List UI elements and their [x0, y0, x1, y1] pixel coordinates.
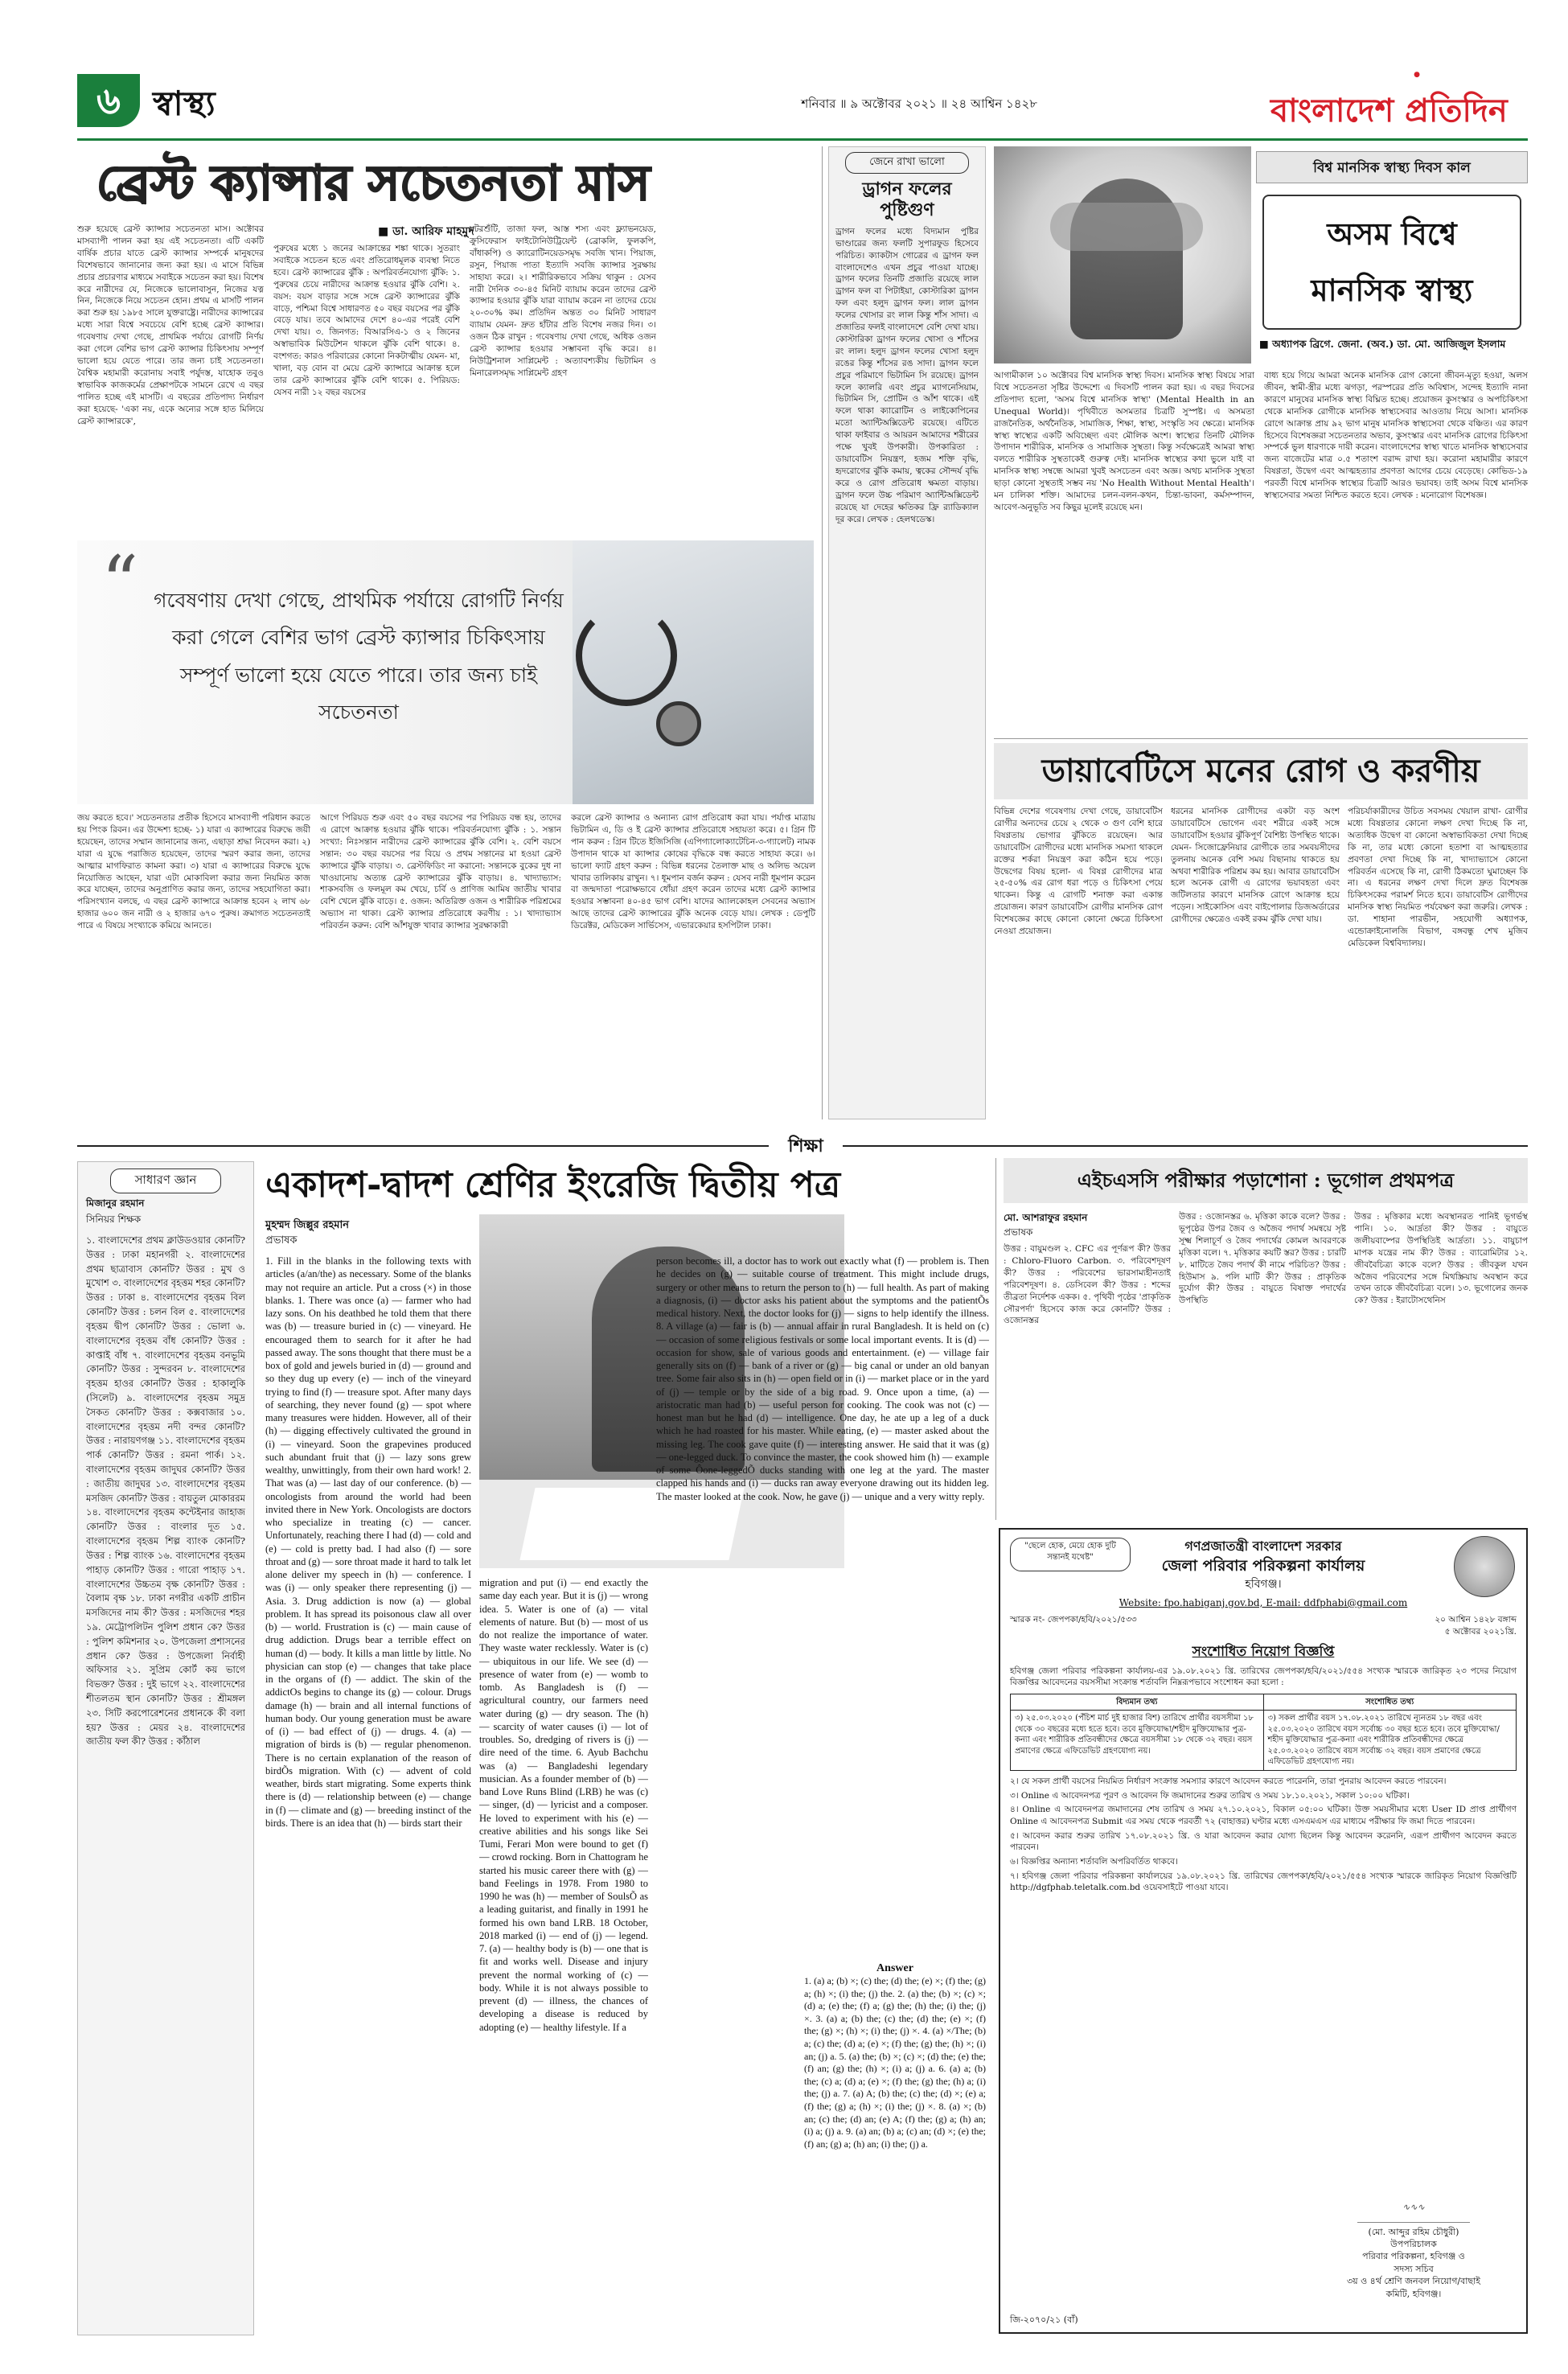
breast-headline: ব্রেস্ট ক্যান্সার সচেতনতা মাস — [96, 155, 651, 212]
mental-col2: বাধ্য হয়ে গিয়ে আমরা অনেক মানসিক রোগ কোনো জীবন-মৃত্যু হওয়া, অলস জীবন, স্বামী-স্ত্রীর মধ্যে ঝগড়া, পরস্পরের প্রতি অবিশ্বাস, সন্দেহ ইত্যাদি নানা কারণে মানুষের মানসিক স্বাস্থ্য বিঘ্নিত হচ্ছে। প্রয়োজন কুসংস্কার ও অপচিকিৎসা থেকে মানসিক রোগীকে মানসিক স্বাস্থ্যসেবার আওতায় নিয়ে আসা। মানসিক রোগে আক্রান্ত প্রায় ৯২ ভাগ মানুষ মানসিক স্বাস্থ্যসেবা থেকে বঞ্চিত। এর কারণ হিসেবে বিশেষজ্ঞরা সচেতনতার অভাব, কুসংস্কার এবং মানসিক রোগের চিকিৎসা সম্পর্কে ভুল ধারণাকে দায়ী করেন। বাংলাদেশের স্বাস্থ্য খাতে মানসিক স্বাস্থ্যসেবার জন্য বাজেটের মাত্র ০.৫ শতাংশ বরাদ্দ রাখা হয়। করোনা মহামারীর কারণে বিষণ্ণতা, উদ্বেগ এবং আত্মহত্যার প্রবণতা আগের চেয়ে বেড়েছে। কোভিড-১৯ পরবর্তী বিশ্বে মানসিক স্বাস্থ্যের চিত্রটি আরও ভয়াবহ। তাই অসম বিশ্বে মানসিক স্বাস্থ্যসেবার সমতা নিশ্চিত করতে হবে। লেখক : মনোরোগ বিশেষজ্ঞ। — [1264, 371, 1528, 501]
notice-table-row — [1011, 1711, 1517, 1771]
signatory-title5: কমিটি, হবিগঞ্জ। — [1385, 2288, 1442, 2299]
signatory-name: (মো. আব্দুর রহিম চৌধুরী) — [1368, 2226, 1459, 2237]
diabetes-col3: পরিচর্যাকারীদের উচিত সবসময় খেয়াল রাখা- রোগীর মধ্যে বিষণ্ণতার কোনো লক্ষণ দেখা দিচ্ছে কি না, অত্যধিক উদ্বেগ বা কোনো অস্বাভাবিকতা দেখা দিচ্ছে কি না, তার মধ্যে কোনো হতাশা বা আত্মহত্যার প্রবণতা দেখা দিচ্ছে কি না, খাদ্যাভ্যাসে কোনো পরিবর্তন এসেছে কি না, রোগী ঠিকমতো ঘুমাচ্ছেন কি না। এ ধরনের লক্ষণ দেখা দিলে দ্রুত বিশেষজ্ঞ চিকিৎসকের পরামর্শ নিতে হবে। ডায়াবেটিস রোগীদের মানসিক স্বাস্থ্য নিয়মিত পর্যবেক্ষণ করা জরুরি। লেখক : ডা. শাহানা পারভীন, সহযোগী অধ্যাপক, এন্ডোক্রাইনোলজি বিভাগ, বঙ্গবন্ধু শেখ মুজিব মেডিকেল বিশ্ববিদ্যালয়। — [1348, 807, 1528, 948]
breast-byline-text: ডা. আরিফ মাহমুদ — [392, 225, 474, 238]
mental-photo — [994, 146, 1251, 363]
answer-title: Answer — [876, 1962, 913, 1974]
notice-revised-text: ৩) সকল প্রার্থীর বয়স ১৭.০৮.২০২১ তারিখে ন্যূনতম ১৮ বছর এবং ২৫.০৩.২০২০ তারিখে বয়স সর্বোচ্চ ৩০ বছর হতে হবে। তবে মুক্তিযোদ্ধা/শহীদ মুক্তিযোদ্ধার পুত্র-কন্যা এবং শারীরিক প্রতিবন্ধীদের ক্ষেত্রে ২৫.০৩.২০২০ তারিখে বয়স সর্বোচ্চ ৩২ বছর। বয়স প্রমাণের ক্ষেত্রে এফিডেভিট গ্রহণযোগ্য নয়। — [1263, 1711, 1517, 1771]
newspaper-logo — [1270, 71, 1528, 135]
divider — [995, 1158, 996, 1520]
mental-kicker-bar — [1256, 151, 1528, 183]
gk-role: সিনিয়র শিক্ষক — [86, 1214, 142, 1225]
education-section-label: শিক্ষা — [788, 1136, 823, 1156]
breast-col2: পুরুষের মধ্যে ১ জনের আক্রান্তের শঙ্কা থাকে। সুতরাং সবাইকে সচেতন হতে এবং প্রতিরোধমূলক ব্যবস্থা নিতে হবে। ব্রেস্ট ক্যান্সারের ঝুঁকি : অপরিবর্তনযোগ্য ঝুঁকি: ১. পুরুষের চেয়ে নারীদের আক্রান্ত হওয়ার ঝুঁকি বেশি। ২. বয়স: বয়স বাড়ার সঙ্গে সঙ্গে ব্রেস্ট ক্যান্সারের ঝুঁকি বাড়ে, পশ্চিমা বিশ্বে সাধারণত ৫০ বছর বয়সের পর ঝুঁকি বেড়ে যায়। তবে আমাদের দেশে ৪০-এর পরেই বেশি দেখা যায়। ৩. জিনগত: বিআরসিএ-১ ও ২ জিনের অস্বাভাবিক মিউটেশন থাকলে ঝুঁকি বেশি থাকে। ৪. বংশগত: কারও পরিবারের কোনো নিকটাত্মীয় যেমন- মা, খালা, বড় বোন বা মেয়ে ব্রেস্ট ক্যান্সারে আক্রান্ত হলে তার ব্রেস্ট ক্যান্সারের ঝুঁকি বেশি থাকে। ৫. পিরিয়ড: যেসব নারী ১২ বছর বয়সের — [273, 244, 460, 397]
hands-on-head-shape — [1050, 203, 1203, 251]
english-col2: migration and put (i) — end exactly the same day each year. But it is (j) — wrong idea. 5. Water is one of (a) — vital elements of nature. But (b) — most of us do not realize the importance of water. They waste water recklessly. Water is (c) — ubiquitous in our life. We see (d) — presence of water from (e) — womb to tomb. As Bangladesh is (f) — agricultural country, our farmers need water during (g) — dry season. The (h) — scarcity of water causes (i) — lot of troubles. So, dredging of rivers is (j) — dire need of the time. 6. Ayub Bachchu was (a) — Bangladeshi legendary musician. As a founder member of (b) — band Love Runs Blind (LRB) he was (c) — singer, (d) — lyricist and a composer. He loved to experiment with his (e) — creative abilities and his songs like Sei Tumi, Ferari Mon were bound to get (f) — crowd rocking. Born in Chattogram he started his music career there with (g) — band Feelings in 1978. From 1980 to 1990 he was (h) — member of SoulsÕ as a leading guitarist, and finally in 1991 he formed his own band LRB. 18 October, 2018 marked (i) — end of (j) — legend. 7. (a) — healthy body is (b) — one that is fit and works well. Disease and injury prevent the normal working of (c) — body. While it is not always possible to prevent (d) — illness, the chances of developing a disease is reduced by adopting (e) — healthy lifestyle. If a — [479, 1577, 648, 2033]
notice-intro: হবিগঞ্জ জেলা পরিবার পরিকল্পনা কার্যালয়-এর ১৯.০৮.২০২১ খ্রি. তারিখের জেপপকা/হবি/২০২১/৫৫৪ সংখ্যক স্মারকে জারিকৃত ২৩ পদের নিয়োগ বিজ্ঞপ্তির আবেদনের বয়সসীমা সংক্রান্ত শর্তাবলি নিম্নরূপভাবে সংশোধন করা হলো : — [1010, 1665, 1517, 1688]
byline-bullet-icon: ■ — [1259, 338, 1273, 350]
breast-col5: আগে পিরিয়ড শুরু এবং ৫০ বছর বয়সের পর পিরিয়ড বন্ধ হয়, তাদের এ রোগে আক্রান্ত হওয়ার ঝুঁকি থাকে। পরিবর্তনযোগ্য ঝুঁকি : ১. সন্তান সংখ্যা: নিঃসন্তান নারীদের ব্রেস্ট ক্যান্সারের ঝুঁকি বেশি। ২. বেশি বয়সে সন্তান: ৩০ বছর বয়সের পর বিয়ে ও প্রথম সন্তানের মা হওয়া ব্রেস্ট ক্যান্সারে ঝুঁকি বাড়ায়। ৩. ব্রেস্টফিডিং না করানো: সন্তানকে বুকের দুধ না খাওয়ানোয় অত্যন্ত ব্রেস্ট ক্যান্সারের ঝুঁকি বাড়ায়। ৪. খাদ্যাভ্যাস: শাকসবজি ও ফলমূল কম খেয়ে, চর্বি ও প্রাণিজ আমিষ জাতীয় খাবার বেশি খেলে ঝুঁকি বাড়ে। ৫. ওজন: অতিরিক্ত ওজন ও শারীরিক পরিশ্রমের অভ্যাস না থাকা। ব্রেস্ট ক্যান্সার প্রতিরোধে করণীয় : ১। খাদ্যাভ্যাস পরিবর্তন করুন: বেশি আঁশযুক্ত খাবার ক্যান্সার সুরক্ষাকারী — [320, 813, 561, 931]
hsc-col2: উত্তর : ওজোনস্তর ৬. মৃত্তিকা কাকে বলে? উত্তর : ভূপৃষ্ঠের উপর জৈব ও অজৈব পদার্থ সমন্বয়ে সৃষ্ট সূক্ষ্ম শিলাচূর্ণ ও জৈব পদার্থের কোমল আবরণকে মৃত্তিকা বলে। ৭. মৃত্তিকার কয়টি স্তর? উত্তর : চারটি ৮. মাটিতে জৈব পদার্থ কী নামে পরিচিত? উত্তর : হিউমাস ৯. পলি মাটি কী? উত্তর : প্রাকৃতিক দুর্যোগ কী? উত্তর : বায়ুতে বিষাক্ত পদার্থের উপস্থিতি — [1179, 1212, 1346, 1306]
signature-scribble-icon: ∿∿∿ — [1357, 2201, 1470, 2223]
notice-para1: ২। যে সকল প্রার্থী বয়সের নিয়মিত নির্ধারণ সংক্রান্ত সমস্যার কারণে আবেদন করতে পারেননি, তারা পুনরায় আবেদন করতে পারবেন। — [1010, 1776, 1447, 1786]
dateline: শনিবার ॥ ৯ অক্টোবর ২০২১ ॥ ২৪ আশ্বিন ১৪২৮ — [801, 97, 1037, 111]
notice-para5: ৬। বিজ্ঞপ্তির অন্যান্য শর্তাবলি অপরিবর্তিত থাকবে। — [1010, 1857, 1178, 1867]
notice-ref: জি-২০৭০/২১ (বাঁ) — [1010, 2314, 1078, 2325]
logo-text: বাংলাদেশ প্রতিদিন — [1270, 92, 1508, 129]
hsc-role: প্রভাষক — [1004, 1226, 1033, 1238]
notice-date-bn: ২০ আশ্বিন ১৪২৮ বঙ্গাব্দ — [1435, 1615, 1517, 1625]
notice-table — [1010, 1694, 1517, 1771]
dragon-body: ড্রাগন ফলের মধ্যে বিদ্যমান পুষ্টির ভাণ্ডারের জন্য ফলটি সুপারফুড হিসেবে পরিচিত। ক্যাকটাস গোত্রের এ ড্রাগন ফল বাংলাদেশেও এখন প্রচুর পাওয়া যাচ্ছে। ড্রাগন ফলের তিনটি প্রজাতি রয়েছে লাল ড্রাগন ফল বা পিটাইয়া, কোস্টারিকা ড্রাগন ফল এবং হলুদ ড্রাগন ফল। লাল ড্রাগন ফলের খোসার রং লাল কিন্তু শাঁস সাদা। এ প্রজাতির ফলই বাংলাদেশে বেশি দেখা যায়। কোস্টারিকা ড্রাগন ফলের খোসা ও শাঁসের রং লাল। হলুদ ড্রাগন ফলের খোসা হলুদ রঙের কিন্তু শাঁসের রঙ সাদা। ড্রাগন ফলে প্রচুর পরিমাণে ভিটামিন সি রয়েছে। ড্রাগন ফলে ক্যালরি এবং প্রচুর ম্যাগনেসিয়াম, ভিটামিন সি, প্রোটিন ও আঁশ থাকে। এই ফলে থাকা ক্যারোটিন ও লাইকোপিনের মতো অ্যান্টিঅক্সিডেন্ট রয়েছে। এটিতে থাকা ফাইবার ও আয়রন আমাদের শরীরের পক্ষে খুবই উপকারী। উপকারিতা : ডায়াবেটিস নিয়ন্ত্রণ, হজম শক্তি বৃদ্ধি, হৃদরোগের ঝুঁকি কমায়, ত্বকের সৌন্দর্য বৃদ্ধি করে ও রোগ প্রতিরোধ ক্ষমতা বাড়ায়। ড্রাগন ফলে উচ্চ পরিমাণ অ্যান্টিঅক্সিডেন্ট রয়েছে যা দেহের ক্ষতিকর ফ্রি র‌্যাডিক্যাল দূর করে। লেখক : হেলথডেস্ক। — [835, 226, 979, 524]
breast-feature-image — [77, 540, 814, 804]
breast-col4: জয় করতে হবে।' সচেতনতার প্রতীক হিসেবে মাসব্যাপী পরিধান করতে হয় পিংক রিবন। এর উদ্দেশ্য হচ্ছে- ১) যারা এ ক্যান্সারের বিরুদ্ধে জয়ী হয়েছেন, তাদের সম্মান জানানোর জন্য, এছাড়া শ্রদ্ধা নিবেদন করা। ২) যারা এ যুদ্ধে পরাজিত হয়েছেন, তাদের স্মরণ করার জন্য, তাদের আত্মার মাগফিরাত কামনা করা। ৩) যারা এ ক্যান্সারের বিরুদ্ধে যুদ্ধে নিয়োজিত আছেন, যারা এটা মোকাবিলা করার জন্য নিয়মিত কাজ করে যাচ্ছেন, তাদের অনুপ্রাণিত করার জন্য, তাদের সহযোগিতা করা। পরিসংখ্যান বলছে, এ বছর ব্রেস্ট ক্যান্সারে আক্রান্ত হবেন ২ লাখ ৬৮ হাজার ৬০০ জন নারী ও ২ হাজার ৬৭০ পুরুষ। ক্রমাগত সচেতনতাই পারে এ বিষয়ে সংখ্যাকে কমিয়ে আনতে। — [77, 813, 310, 931]
notice-gov-line1: গণপ্রজাতন্ত্রী বাংলাদেশ সরকার — [1184, 1538, 1342, 1554]
mental-headline-line2: মানসিক স্বাস্থ্য — [1311, 272, 1473, 308]
breast-col1: শুরু হয়েছে ব্রেস্ট ক্যান্সার সচেতনতা মাস। অক্টোবর মাসব্যাপী পালন করা হয় এই সচেতনতা। এটি একটি বার্ষিক প্রচার যাতে ব্রেস্ট ক্যান্সার সম্পর্কে মানুষদের বিশেষভাবে জানানোর জন্য করা হয়। এ মাসে বিভিন্ন প্রচার প্রচারণার মাধ্যমে সবাইকে সচেতন করা হয়। বিশেষ করে নারীদের যে, নিজেকে ভালোবাসুন, নিজের যত্ন নিন, নিজেকে নিয়ে সচেতন হোন। প্রথম এ মাসটি পালন করা শুরু হয় ১৯৮৫ সালে যুক্তরাষ্ট্রে। নারীদের ক্যান্সারের মধ্যে সারা বিশ্বে সবচেয়ে বেশি হচ্ছে ব্রেস্ট ক্যান্সার। গবেষণায় দেখা গেছে, প্রাথমিক পর্যায়ে রোগটি নির্ণয় করা গেলে বেশির ভাগ ব্রেস্ট ক্যান্সার চিকিৎসায় সম্পূর্ণ ভালো হয়ে যেতে পারে। তার জন্য চাই সচেতনতা। বৈশ্বিক মহামারী করোনায় সবাই পর্যুদস্ত, যাহোক তবুও স্বাভাবিক কাজকর্মের প্রেক্ষাপটকে সামনে রেখে এ বছর পালিত হচ্ছে এই মাসটি। এ বছরের প্রতিপাদ্য নির্ধারণ করা হয়েছে- 'একা নয়, একে অন্যের সঙ্গে হাত মিলিয়ে ব্রেস্ট ক্যান্সারকে', — [77, 224, 264, 426]
breast-pull-quote: গবেষণায় দেখা গেছে, প্রাথমিক পর্যায়ে রোগটি নির্ণয় করা গেলে বেশির ভাগ ব্রেস্ট ক্যান্সার চিকিৎসায় সম্পূর্ণ ভালো হয়ে যেতে পারে। তার জন্য চাই সচেতনতা — [154, 589, 564, 724]
section-title: স্বাস্থ্য — [153, 84, 215, 123]
diabetes-top-rule — [994, 738, 1528, 739]
dragon-headline: ড্রাগন ফলের পুষ্টিগুণ — [862, 179, 952, 221]
signatory-title2: পরিবার পরিকল্পনা, হবিগঞ্জ ও — [1362, 2251, 1465, 2262]
notice-para2: ৩। Online এ আবেদনপত্র পূরণ ও আবেদন ফি জমাদানের শুরুর তারিখ ও সময় ১৮.১০.২০২১, সকাল ১০:০০ ঘটিকা। — [1010, 1790, 1410, 1801]
divider — [822, 146, 823, 1119]
english-col1: 1. Fill in the blanks in the following texts with articles (a/an/the) as necessary. Some of the blanks may not require an article. Put a cross (×) in those blanks. 1. There was once (a) — farmer who had lazy sons. On his deathbed he told them that there was (b) — treasure buried in (c) — vineyard. He encouraged them to search for it after he had passed away. The sons thought that there must be a box of gold and jewels buried in (d) — ground and so they dug up every (e) — inch of the vineyard trying to find (f) — treasure spot. After many days of searching, they never found (g) — spot where many treasures were hidden. However, all of their (h) — digging effectively cultivated the ground in (i) — vineyard. Soon the grapevines produced such abundant fruit that (j) — lazy sons grew wealthy, unwittingly, from their own hard work! 2. That was (a) — last day of our conference. (b) — oncologists from around the world had been invited there in New York. Oncologists are doctors who specialize in treating (c) — cancer. Unfortunately, reaching there I had (d) — cold and (e) — cold is pretty bad. I had also (f) — sore throat and (g) — sore throat made it hard to talk let alone deliver my speech in (h) — conference. I was (i) — only speaker there representing (j) — Asia. 3. Drug addiction is now (a) — global problem. It has spread its poisonous claw all over (b) — world. Frustration is (c) — main cause of drug addiction. Drugs bear a terrible effect on human (d) — body. It kills a man little by little. No physician can stop (e) — changes that take place in the organs of (f) — addict. The skin of the addictOs begins to change its (g) — colour. Drugs damage (h) — brain and all internal functions of human body. Our young generation must be aware of (i) — bad effect of (j) — drugs. 4. (a) — migration of birds is (b) — regular phenomenon. There is no certain explanation of the reason of birdÕs migration. With (c) — advent of cold weather, birds start migrating. Some experts think there is (d) — relationship between (e) — change in (f) — climate and (g) — breeding instinct of the birds. There is an idea that (h) — birds start their — [265, 1255, 471, 1829]
diabetes-col1: বিভিন্ন দেশের গবেষণায় দেখা গেছে, ডায়াবেটিস রোগীর অন্যদের চেয়ে ২ থেকে ৩ গুণ বেশি হারে বিষণ্ণতায় ভোগার ঝুঁকিতে রয়েছেন। আর ডায়াবেটিস রোগীদের মধ্যে মানসিক সমস্যা থাকলে রক্তের শর্করা নিয়ন্ত্রণ করা কঠিন হয়ে পড়ে। উদ্বেগের বিষয় হলো- এ বিষণ্ণ রোগীদের মাত্র ২৫-৫০% এর রোগ ধরা পড়ে ও চিকিৎসা পেয়ে থাকেন। কিন্তু এ রোগটি শনাক্ত করা একান্ত প্রয়োজন। কারণ ডায়াবেটিস রোগীর মানসিক রোগ বিশেষজ্ঞের কাছে কোনো কোনো ক্ষেত্রে চিকিৎসা নেওয়া প্রয়োজন। — [994, 807, 1163, 937]
diabetes-col2: ধরনের মানসিক রোগীদের একটা বড় অংশ ডায়াবেটিসে ভোগেন এবং শরীরে একই সঙ্গে ডায়াবেটিস হওয়ার ঝুঁকিপূর্ণ বৈশিষ্ট্য উপস্থিত থাকে। যেমন- সিজোফ্রেনিয়ার রোগীকে তার সমবয়সীদের তুলনায় অনেক বেশি সময় বিছানায় থাকতে হয় অথবা শারীরিক পরিশ্রম কম হয়। আবার ডায়াবেটিস হলে অনেক রোগী এ রোগের ভয়াবহতা এবং জটিলতার কারণে মানসিক রোগে আক্রান্ত হয়ে পড়েন। সাইকোসিস এবং বাইপোলার ডিজঅর্ডারের রোগীদের ক্ষেত্রেও একই রকম ঝুঁকি দেখা যায়। — [1171, 807, 1340, 925]
gk-author: মিজানুর রহমান — [86, 1197, 145, 1209]
education-rule-right — [843, 1145, 1528, 1147]
notice-col-existing: বিদ্যমান তথ্য — [1011, 1694, 1264, 1711]
notice-meta-row — [1010, 1614, 1517, 1637]
breast-col6: করলে ব্রেস্ট ক্যান্সার ও অন্যান্য রোগ প্রতিরোধ করা যায়। পর্যাপ্ত মাত্রায় ভিটামিন এ, ডি ও ই ব্রেস্ট ক্যান্সার প্রতিরোধে সহায়তা করে। ৫। গ্রিন টি পান করুন : গ্রিন টিতে ইজিসিজি (এপিগ্যালোক্যাটেচিন-৩-গ্যালেট) নামক উপাদান থাকে যা ক্যান্সার কোষের বৃদ্ধিকে বন্ধ করতে সাহায্য করে। ৬। ভালো ফ্যাট গ্রহণ করুন : বিভিন্ন ধরনের তৈলাক্ত মাছ ও অলিভ অয়েল খাবার তালিকায় রাখুন। ৭। ধূমপান বর্জন করুন : যেসব নারী ধূমপান করেন বা জন্মদাতা পরোক্ষভাবে ধোঁয়া গ্রহণ করেন তাদের মধ্যে ব্রেস্ট ক্যান্সার হওয়ার সম্ভাবনা ৪০-৪৫ ভাগ বেশি। যাদের অ্যালকোহল সেবনের অভ্যাস আছে তাদের ব্রেস্ট ক্যান্সারের ঝুঁকি অনেক বেড়ে যায়। লেখক : ডেপুটি ডিরেক্টর, মেডিকেল সার্ভিসেস, এভারকেয়ার হসপিটাল ঢাকা। — [571, 813, 815, 931]
gk-list: ১. বাংলাদেশের প্রথম ক্লাউডওয়ার কোনটি? উত্তর : ঢাকা মহানগরী ২. বাংলাদেশের প্রথম ছাত্রাবাস কোনটি? উত্তর : মুখ ও মুখোশ ৩. বাংলাদেশের বৃহত্তম শহর কোনটি? উত্তর : ঢাকা ৪. বাংলাদেশের বৃহত্তম বিল কোনটি? উত্তর : চলন বিল ৫. বাংলাদেশের বৃহত্তম দ্বীপ কোনটি? উত্তর : ভোলা ৬. বাংলাদেশের বৃহত্তম বাঁধ কোনটি? উত্তর : কাপ্তাই বাঁধ ৭. বাংলাদেশের বৃহত্তম বনভূমি কোনটি? উত্তর : সুন্দরবন ৮. বাংলাদেশের বৃহত্তম হাওর কোনটি? উত্তর : হাকালুকি (সিলেট) ৯. বাংলাদেশের বৃহত্তম সমুদ্র সৈকত কোনটি? উত্তর : কক্সবাজার ১০. বাংলাদেশের বৃহত্তম নদী বন্দর কোনটি? উত্তর : নারায়ণগঞ্জ ১১. বাংলাদেশের বৃহত্তম পার্ক কোনটি? উত্তর : রমনা পার্ক। ১২. বাংলাদেশের বৃহত্তম জাদুঘর কোনটি? উত্তর : জাতীয় জাদুঘর ১৩. বাংলাদেশের বৃহত্তম মসজিদ কোনটি? উত্তর : বায়তুল মোকাররম ১৪. বাংলাদেশের বৃহত্তম কন্টেইনার জাহাজ কোনটি? উত্তর : বাংলার দূত ১৫. বাংলাদেশের বৃহত্তম শিল্প ব্যাংক কোনটি? উত্তর : শিল্প ব্যাংক ১৬. বাংলাদেশের বৃহত্তম পাহাড় কোনটি? উত্তর : গারো পাহাড় ১৭. বাংলাদেশের উচ্চতম বৃক্ষ কোনটি? উত্তর : বৈলাম বৃক্ষ ১৮. ঢাকা নগরীর একটি প্রাচীন মসজিদের নাম কী? উত্তর : মসজিদের শহর ১৯. মেট্রোপলিটন পুলিশ প্রধান কে? উত্তর : পুলিশ কমিশনার ২০. উপজেলা প্রশাসনের প্রধান কে? উত্তর : উপজেলা নির্বাহী অফিসার ২১. সুপ্রিম কোর্ট কয় ভাগে বিভক্ত? উত্তর : দুই ভাগে ২২. বাংলাদেশের শীতলতম স্থান কোনটি? উত্তর : শ্রীমঙ্গল ২৩. সিটি করপোরেশনের প্রধানকে কী বলা হয়? উত্তর : মেয়র ২৪. বাংলাদেশের জাতীয় ফল কী? উত্তর : কাঁঠাল — [86, 1234, 245, 1748]
hsc-col3: উত্তর : মৃত্তিকার মধ্যে অবস্থানরত পানিই ভূগর্ভস্থ পানি। ১০. আর্দ্রতা কী? উত্তর : বায়ুতে জলীয়বাষ্পের উপস্থিতিই আর্দ্রতা। ১১. বায়ুচাপ মাপক যন্ত্রের নাম কী? উত্তর : ব্যারোমিটার ১২. জীববৈচিত্র্য কাকে বলে? উত্তর : জীবকুল যখন অজৈব পরিবেশের সঙ্গে মিথস্ক্রিয়ায় অবস্থান করে তখন তাকে জীববৈচিত্র্য বলে। ১৩. ভূগোলের জনক কে? উত্তর : ইরাটোসথেনিস — [1354, 1212, 1528, 1306]
notice-table-header — [1011, 1694, 1517, 1711]
english-headline: একাদশ-দ্বাদশ শ্রেণির ইংরেজি দ্বিতীয় পত্র — [265, 1164, 841, 1205]
page-number-badge — [77, 74, 140, 127]
byline-bullet-icon: ■ — [378, 225, 393, 238]
english-role: প্রভাষক — [265, 1234, 298, 1247]
hsc-col1: উত্তর : বায়ুমণ্ডল ২. CFC এর পূর্ণরূপ কী? উত্তর : Chloro-Fluoro Carbon. ৩. পরিবেশদূষণ কী? উত্তর : পরিবেশের ভারসাম্যহীনতাই পরিবেশদূষণ। ৪. ডেসিবেল কী? উত্তর : শব্দের তীব্রতা নির্দেশক একক। ৫. পৃথিবী পৃষ্ঠের 'প্রাকৃতিক সৌরপর্দা' হিসেবে কাজ করে কোনটি? উত্তর : ওজোনস্তর — [1004, 1244, 1171, 1326]
dragon-box — [828, 146, 986, 1119]
dragon-kicker: জেনে রাখা ভালো — [845, 152, 969, 174]
notice-para3: ৪। Online এ আবেদনপত্র জমাদানের শেষ তারিখ ও সময় ২৭.১০.২০২১, বিকাল ০৫:০০ ঘটিকা। উক্ত সময়সীমার মধ্যে User ID প্রাপ্ত প্রার্থীগণ Online এ আবেদনপত্র Submit এর সময় থেকে পরবর্তী ৭২ (বাহাত্তর) ঘণ্টার মধ্যে এসএমএস এর মাধ্যমে পরীক্ষার ফি জমা দিতে পারবেন। — [1010, 1805, 1517, 1826]
answer-list: 1. (a) a; (b) ×; (c) the; (d) the; (e) ×; (f) the; (g) a; (h) ×; (i) the; (j) the. 2. (a) the; (b) ×; (c) ×; (d) a; (e) the; (f) a; (g) the; (h) the; (i) the; (j) ×. 3. (a) a; (b) the; (c) the; (d) the; (e) ×; (f) the; (g) ×; (h) ×; (i) the; (j) ×. 4. (a) ×/The; (b) a; (c) the; (d) a; (e) ×; (f) the; (g) the; (h) ×; (i) an; (j) a. 5. (a) the; (b) ×; (c) ×; (d) the; (e) the; (f) an; (g) the; (h) ×; (i) a; (j) a. 6. (a) a; (b) the; (c) a; (d) a; (e) ×; (f) the; (g) the; (h) a; (i) the; (j) a. 7. (a) A; (b) the; (c) the; (d) ×; (e) a; (f) the; (g) a; (h) ×; (i) the; (j) ×. 8. (a) ×; (b) an; (c) the; (d) an; (e) A; (f) the; (g) a; (h) an; (i) a; (j) a. 9. (a) an; (b) a; (c) an; (d) ×; (e) the; (f) an; (g) a; (h) an; (i) the; (j) a. — [804, 1975, 986, 2150]
notice-gov-line3: হবিগঞ্জ। — [1245, 1577, 1282, 1591]
mental-byline — [1259, 338, 1528, 354]
english-author: মুহম্মদ জিল্লুর রহমান — [265, 1219, 350, 1231]
gk-sidebar — [77, 1161, 254, 2335]
mental-byline-text: অধ্যাপক ব্রিগে. জেনা. (অব.) ডা. মো. আজিজুল ইসলাম — [1272, 338, 1506, 350]
hsc-headline: এইচএসসি পরীক্ষার পড়াশোনা : ভূগোল প্রথমপত্র — [1004, 1158, 1528, 1203]
hsc-author: মো. আশরাফুর রহমান — [1004, 1212, 1088, 1223]
notice-para6: ৭। হবিগঞ্জ জেলা পরিবার পরিকল্পনা কার্যালয়ের ১৯.০৮.২০২১ খ্রি. তারিখের জেপপকা/হবি/২০২১/৫৫৪ সংখ্যক স্মারকে জারিকৃত নিয়োগ বিজ্ঞপ্তিটি http://dgfphab.teletalk.com.bd ওয়েবসাইটে পাওয়া যাবে। — [1010, 1871, 1517, 1893]
masthead-rule — [77, 138, 1528, 141]
signatory-title4: ৩য় ও ৪র্থ শ্রেণি জনবল নিয়োগ/বাছাই — [1346, 2276, 1481, 2287]
govt-notice — [999, 1528, 1528, 2334]
logo-emblem-icon: ● — [1414, 71, 1420, 79]
breast-col3: মটরশুঁটি, তাজা ফল, আস্ত শস্য এবং ফ্ল্যাভনয়েড, ক্রুসিফেরাস ফাইটোনিউট্রিয়েন্ট (ব্রোকলি, ফুলকপি, বাঁধাকপি) ও ক্যারোটিনয়েডসমৃদ্ধ সবজি খান। পিয়াজ, রসুন, পিয়াজ পাতা ইত্যাদি সবজি ক্যান্সার সুরক্ষায় সাহায্য করে। ২। শারীরিকভাবে সক্রিয় থাকুন : যেসব নারী দৈনিক ৩০-৪৫ মিনিট ব্যায়াম করেন তাদের ব্রেস্ট ক্যান্সার হওয়ার ঝুঁকি যারা ব্যায়াম করেন না তাদের চেয়ে ২০-৩০% কম। প্রতিদিন অন্তত ৩০ মিনিট সাধারণ ব্যায়াম যেমন- দ্রুত হাঁটার প্রতি বিশেষ নজর দিন। ৩। ওজন ঠিক রাখুন : গবেষণায় দেখা গেছে, অধিক ওজন ব্রেস্ট ক্যান্সার হওয়ার সম্ভাবনা বৃদ্ধি করে। ৪। নিউট্রিশনাল সাপ্লিমেন্ট : অত্যাবশ্যকীয় ভিটামিন ও মিনারেলসমৃদ্ধ সাপ্লিমেন্ট গ্রহণ — [470, 224, 656, 378]
notice-slogan: "ছেলে হোক, মেয়ে হোক দুটি সন্তানই যথেষ্ট" — [1024, 1542, 1116, 1562]
notice-gov-line2: জেলা পরিবার পরিকল্পনা কার্যালয় — [1161, 1557, 1365, 1575]
english-col3-text: person becomes ill, a doctor has to work out exactly what (f) — problem is. Then he decides on (g) — suitable course of treatment. This might include drugs, surgery or other means to return the person to (h) — full health. As part of making a diagnosis, (i) — doctor asks his patient about the symptoms and the patientÕs medical history. Next, the doctor looks for (j) — signs to help identify the illness. 8. A village (a) — fair is (b) — annual affair in rural Bangladesh. It is held on (c) — occasion of some religious festivals or some local important events. It is (d) — occasion for show, sale of various goods and entertainment. (e) — village fair generally sits on (f) — bank of a river or (g) — big canal or under an old banyan tree. Some fair also sits in (h) — open field or in (i) — market place or in the yard of (j) — temple or by the side of a big road. 9. Once upon a time, (a) — aristocratic man had (b) — useful person for cooking. The cook was not (c) — honest man but he had (d) — intelligence. One day, he ate up a leg of a duck which he had roasted for his master. While eating, (e) — master asked about the missing leg. The cook gave quite (f) — interesting answer. He said that it was (g) — one-legged duck. To convince the master, the cook showed him (h) — example of some Ôone-leggedÕ ducks standing with one leg at the yard. The master clapped his hands and (i) — ducks ran away everyone drawing out its hidden leg. The master looked at the cook. Now, he gave (j) — unique and a very witty reply. — [656, 1255, 989, 1502]
notice-signature-block — [1317, 2201, 1510, 2300]
gk-label: সাধারণ জ্ঞান — [110, 1169, 221, 1193]
notice-title: সংশোধিত নিয়োগ বিজ্ঞপ্তি — [1192, 1643, 1335, 1660]
notice-slogan-box — [1010, 1538, 1131, 1571]
notice-col-revised: সংশোধিত তথ্য — [1263, 1694, 1517, 1711]
notice-date-en: ৫ অক্টোবর ২০২১খ্রি. — [1444, 1627, 1517, 1637]
education-rule-left — [77, 1145, 769, 1147]
notice-para4: ৫। আবেদন করার শুরুর তারিখ ১৭.০৮.২০২১ খ্রি. ও যারা আবেদন করার যোগ্য ছিলেন কিন্তু আবেদন করেননি, এরূপ প্রার্থীগণ আবেদন করতে পারবেন। — [1010, 1830, 1517, 1853]
open-quote-icon: “ — [101, 540, 139, 625]
notice-existing-text: ৩) ২৫.০৩.২০২০ (পঁচিশ মার্চ দুই হাজার বিশ) তারিখে প্রার্থীর বয়সসীমা ১৮ থেকে ৩০ বছরের মধ্যে হতে হবে। তবে মুক্তিযোদ্ধা/শহীদ মুক্তিযোদ্ধার পুত্র-কন্যা এবং শারীরিক প্রতিবন্ধীদের ক্ষেত্রে বয়সসীমা ১৮ থেকে ৩২ বছর। বয়স প্রমাণের ক্ষেত্রে এফিডেভিট গ্রহণযোগ্য নয়। — [1011, 1711, 1264, 1771]
signatory-title1: উপপরিচালক — [1390, 2239, 1437, 2250]
answer-box — [804, 1962, 986, 2334]
stethoscope-icon — [576, 605, 677, 706]
notice-website: Website: fpo.habiganj.gov.bd, E-mail: ddfphabi@gmail.com — [1119, 1596, 1408, 1608]
notice-memo: স্মারক নং- জেপপকা/হবি/২০২১/৫৩৩ — [1010, 1615, 1137, 1625]
stethoscope-head-icon — [656, 701, 701, 746]
mental-kicker: বিশ্ব মানসিক স্বাস্থ্য দিবস কাল — [1313, 160, 1471, 176]
mujib-emblem-icon — [1454, 1536, 1515, 1597]
signatory-title3: সদস্য সচিব — [1394, 2263, 1434, 2274]
mental-headline-line1: অসম বিশ্বে — [1327, 216, 1457, 252]
page-number: ৬ — [96, 79, 121, 122]
mental-col1: আগামীকাল ১০ অক্টোবর বিশ্ব মানসিক স্বাস্থ্য দিবস। মানসিক স্বাস্থ্য বিষয়ে সারা বিশ্বে সচেতনতা সৃষ্টির উদ্দেশ্যে এ দিবসটি পালন করা হয়। এ বছর দিবসের প্রতিপাদ্য হলো, 'অসম বিশ্বে মানসিক স্বাস্থ্য' (Mental Health in an Unequal World)। পৃথিবীতে অসমতার চিত্রটি সুস্পষ্ট। এ অসমতা রাজনৈতিক, অর্থনৈতিক, সামাজিক, শিক্ষা, স্বাস্থ্য, সংস্কৃতি সব ক্ষেত্রে। মানসিক স্বাস্থ্য স্বাস্থ্যের একটি অবিচ্ছেদ্য এবং মৌলিক অংশ। স্বাস্থ্যের তিনটি মৌলিক উপাদান শারীরিক, মানসিক ও সামাজিক সুস্থতা। কিন্তু সর্বক্ষেত্রেই আমরা স্বাস্থ্য বলতে শারীরিক সুস্থতাকেই গুরুত্ব দেই। মানসিক স্বাস্থ্যের কথা ভুলে যাই বা মানসিক স্বাস্থ্য সম্বন্ধে আমরা খুবই অসচেতন এবং অজ্ঞ। অথচ মানসিক সুস্থতা ছাড়া কোনো সুস্থতাই সম্ভব নয় 'No Health Without Mental Health'। মন চালিকা শক্তি। আমাদের চলন-বলন-কথন, চিন্তা-ভাবনা, কর্মসম্পাদন, আবেগ-অনুভূতি সব কিছুর মূলেই রয়েছে মন। — [994, 371, 1254, 512]
notice-dates — [1435, 1614, 1517, 1637]
mental-headline-box — [1262, 195, 1521, 330]
diabetes-headline: ডায়াবেটিসে মনের রোগ ও করণীয় — [994, 743, 1528, 799]
